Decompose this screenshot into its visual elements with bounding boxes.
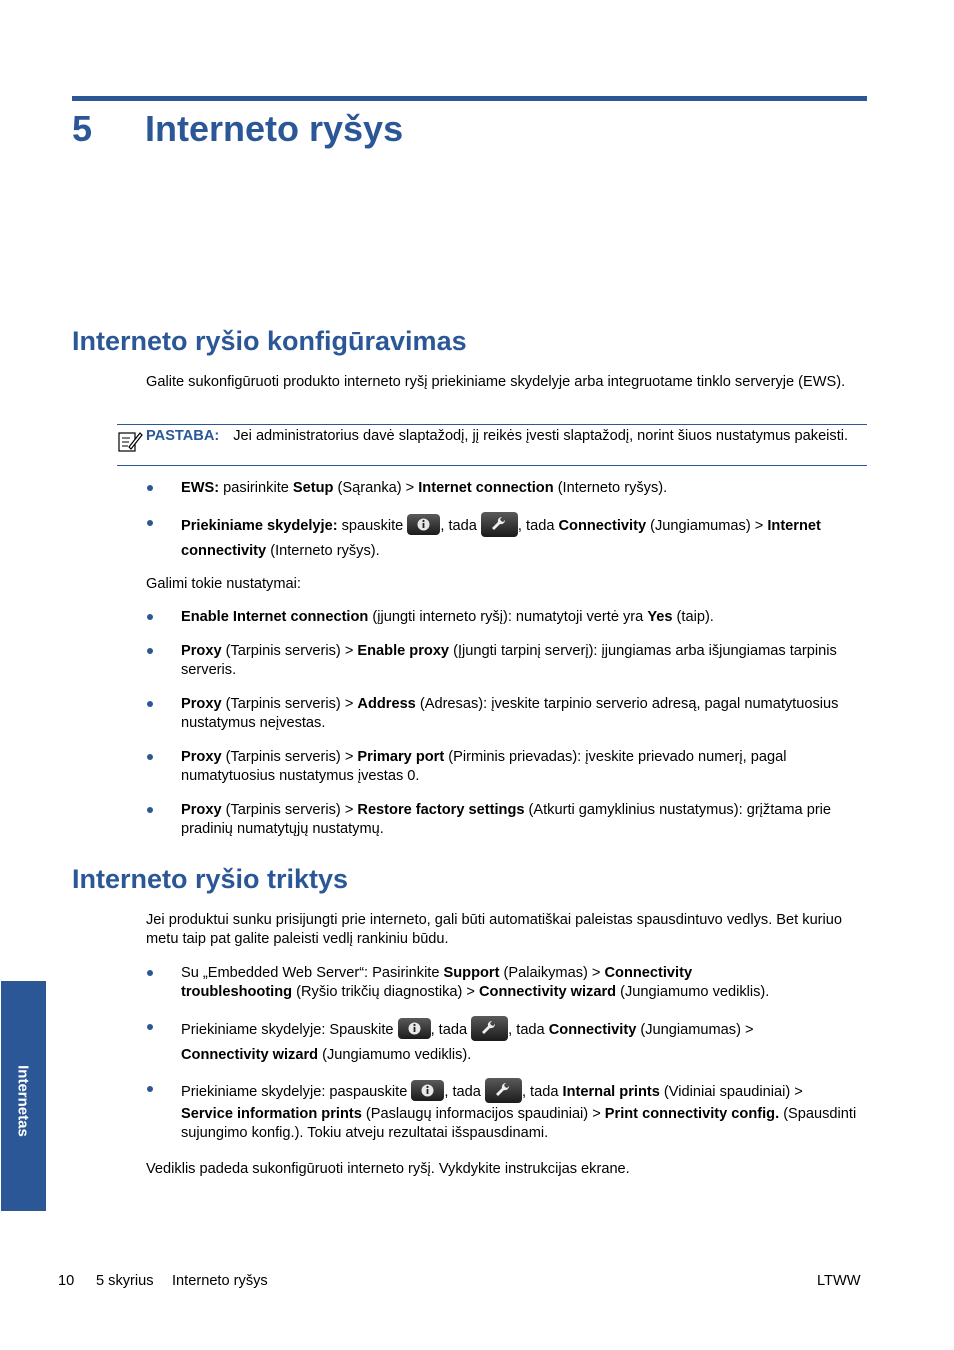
note-text bbox=[146, 427, 868, 446]
list-item-ews: EWS: pasirinkite Setup (Sąranka) > Internet connection (Interneto ryšys). bbox=[146, 479, 868, 498]
list-item-ews: Su „Embedded Web Server“: Pasirinkite Support (Palaikymas) > Connectivity troubleshooting (Ryšio trikčių diagnostika) > Connectivity wizard (Jungiamumo vediklis). bbox=[146, 964, 868, 1002]
bullet-dot bbox=[147, 701, 153, 707]
chapter-title bbox=[72, 108, 403, 150]
wrench-button-icon bbox=[471, 1016, 508, 1041]
note-label: PASTABA: bbox=[146, 428, 220, 444]
chapter-rule bbox=[72, 96, 867, 101]
info-button-icon bbox=[398, 1018, 431, 1039]
footer-chapter: 5 skyrius bbox=[96, 1273, 154, 1289]
chapter-number: 5 bbox=[72, 108, 93, 149]
section-intro: Galite sukonfigūruoti produkto interneto ryšį priekiniame skydelyje arba integruotame tinklo serveryje (EWS). bbox=[146, 374, 846, 390]
bullet-dot bbox=[147, 520, 153, 526]
note-body: Jei administratorius davė slaptažodį, jį reikės įvesti slaptažodį, norint šiuos nustatymus pakeisti. bbox=[233, 428, 849, 444]
note-pencil-icon bbox=[117, 429, 143, 453]
footer-chapter-title: Interneto ryšys bbox=[172, 1273, 268, 1289]
side-tab bbox=[1, 981, 46, 1211]
footer-code: LTWW bbox=[817, 1273, 861, 1289]
bullet-dot bbox=[147, 754, 153, 760]
wrench-button-icon bbox=[485, 1078, 522, 1103]
bullet-dot bbox=[147, 614, 153, 620]
available-settings-label: Galimi tokie nustatymai: bbox=[146, 576, 301, 592]
list-item-setting: Proxy (Tarpinis serveris) > Primary port (Pirminis prievadas): įveskite prievado numerį, pagal numatytuosius nustatymus įvestas 0. bbox=[146, 748, 868, 786]
list-item-setting: Enable Internet connection (įjungti interneto ryšį): numatytoji vertė yra Yes (taip). bbox=[146, 608, 868, 627]
info-button-icon bbox=[411, 1080, 444, 1101]
footer-page-number: 10 bbox=[58, 1273, 75, 1289]
closing-paragraph: Vediklis padeda sukonfigūruoti interneto ryšį. Vykdykite instrukcijas ekrane. bbox=[146, 1161, 630, 1177]
bullet-dot bbox=[147, 648, 153, 654]
section-intro: Jei produktui sunku prisijungti prie interneto, gali būti automatiškai paleistas spausdintuvo vedlys. Bet kuriuo metu taip pat galite paleisti vedlį rankiniu būdu. bbox=[146, 912, 843, 947]
bullet-dot bbox=[147, 1086, 153, 1092]
bullet-dot bbox=[147, 807, 153, 813]
info-button-icon bbox=[407, 514, 440, 535]
note-box bbox=[117, 424, 867, 466]
list-item-setting: Proxy (Tarpinis serveris) > Restore factory settings (Atkurti gamyklinius nustatymus): grįžtama prie pradinių numatytųjų nustatymų. bbox=[146, 801, 868, 839]
wrench-button-icon bbox=[481, 512, 518, 537]
section-heading-configuration: Interneto ryšio konfigūravimas bbox=[72, 326, 467, 356]
list-item-front-panel: Priekiniame skydelyje: paspauskite , tada , tada Internal prints (Vidiniai spaudiniai) > Service information prints (Paslaugų informacijos spaudiniai) > Print connectivity config. (Spausdinti sujungimo konfig.). Tokiu atveju rezultatai išspausdinami. bbox=[146, 1078, 868, 1143]
side-tab-label: Internetas bbox=[14, 1065, 32, 1137]
bullet-dot bbox=[147, 485, 153, 491]
list-item-setting: Proxy (Tarpinis serveris) > Enable proxy (Įjungti tarpinį serverį): įjungiamas arba išjungiamas tarpinis serveris. bbox=[146, 642, 868, 680]
bullet-dot bbox=[147, 1024, 153, 1030]
list-item-front-panel: Priekiniame skydelyje: Spauskite , tada , tada Connectivity (Jungiamumas) > Connectivity wizard (Jungiamumo vediklis). bbox=[146, 1016, 868, 1068]
section-heading-troubleshooting: Interneto ryšio triktys bbox=[72, 864, 349, 894]
list-item-setting: Proxy (Tarpinis serveris) > Address (Adresas): įveskite tarpinio serverio adresą, pagal numatytuosius nustatymus neįvestas. bbox=[146, 695, 868, 733]
bullet-dot bbox=[147, 970, 153, 976]
list-item-front-panel: Priekiniame skydelyje: spauskite , tada , tada Connectivity (Jungiamumas) > Internet connectivity (Interneto ryšys). bbox=[146, 512, 868, 564]
chapter-title-text: Interneto ryšys bbox=[145, 108, 404, 149]
